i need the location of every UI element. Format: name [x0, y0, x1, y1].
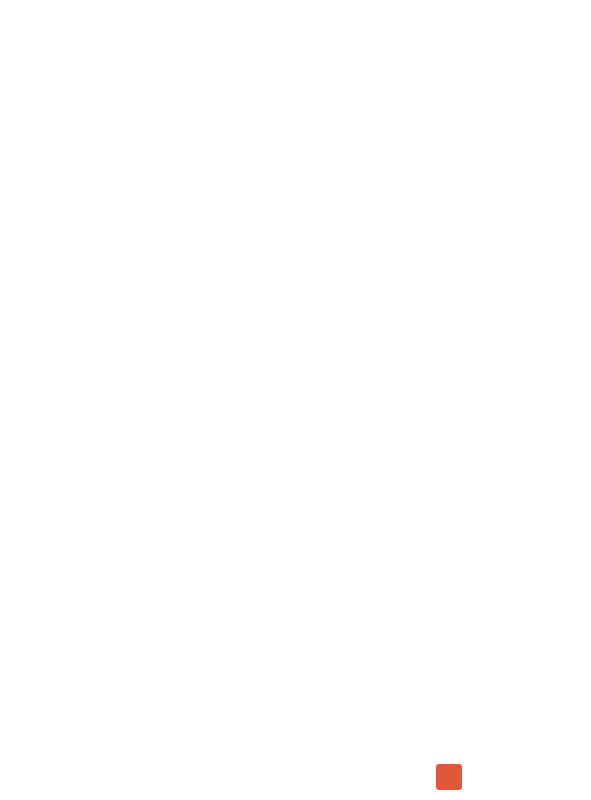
publisher-logo-icon — [436, 764, 462, 790]
